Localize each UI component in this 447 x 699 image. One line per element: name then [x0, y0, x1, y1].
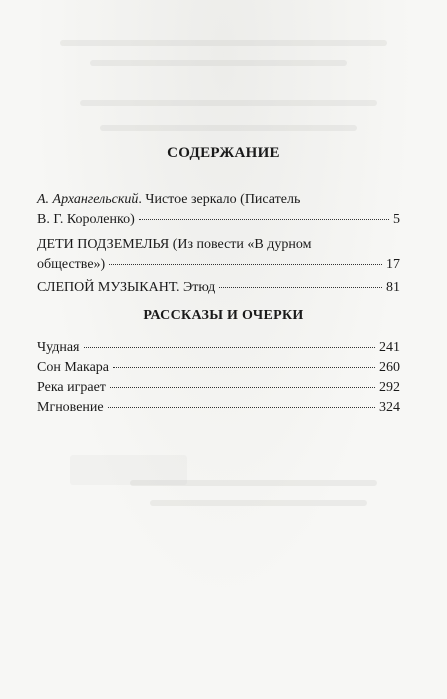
toc-entry: [37, 190, 400, 230]
story-page-number: 324: [379, 400, 400, 415]
entry-page-number: 17: [386, 257, 400, 272]
entry-page-number: 81: [386, 280, 400, 295]
section-heading: РАССКАЗЫ И ОЧЕРКИ: [143, 308, 304, 323]
entry-title-continued: В. Г. Короленко): [37, 212, 135, 227]
story-entry: [37, 338, 400, 358]
entry-title: . Чистое зеркало (Писатель: [138, 192, 301, 207]
entry-title: ДЕТИ ПОДЗЕМЕЛЬЯ (Из повести «В дурном: [37, 237, 312, 252]
show-through-line: [60, 40, 387, 46]
dot-leader: [108, 407, 375, 408]
toc-entry: [37, 235, 400, 275]
story-entry: [37, 378, 400, 398]
story-entry: [37, 398, 400, 418]
dot-leader: [139, 219, 389, 220]
show-through-line: [100, 125, 357, 131]
show-through-line: [80, 100, 377, 106]
dot-leader: [219, 287, 382, 288]
contents-heading: СОДЕРЖАНИЕ: [167, 145, 280, 161]
story-title: Чудная: [37, 340, 80, 355]
show-through-line: [150, 500, 367, 506]
entry-title-continued: обществе»): [37, 257, 106, 272]
story-page-number: 292: [379, 380, 400, 395]
story-title: Мгновение: [37, 400, 104, 415]
dot-leader: [84, 347, 376, 348]
story-page-number: 241: [379, 340, 400, 355]
dot-leader: [109, 264, 382, 265]
toc-entry: [37, 278, 400, 298]
entry-page-number: 5: [393, 212, 400, 227]
story-title: Река играет: [37, 380, 106, 395]
story-page-number: 260: [379, 360, 400, 375]
show-through-line: [130, 480, 377, 486]
dot-leader: [110, 387, 375, 388]
story-title: Сон Макара: [37, 360, 110, 375]
dot-leader: [113, 367, 375, 368]
story-list: [37, 338, 400, 418]
show-through-line: [90, 60, 347, 66]
entry-author: А. Архангельский: [37, 192, 139, 207]
story-entry: [37, 358, 400, 378]
entry-title: СЛЕПОЙ МУЗЫКАНТ. Этюд: [37, 280, 216, 295]
